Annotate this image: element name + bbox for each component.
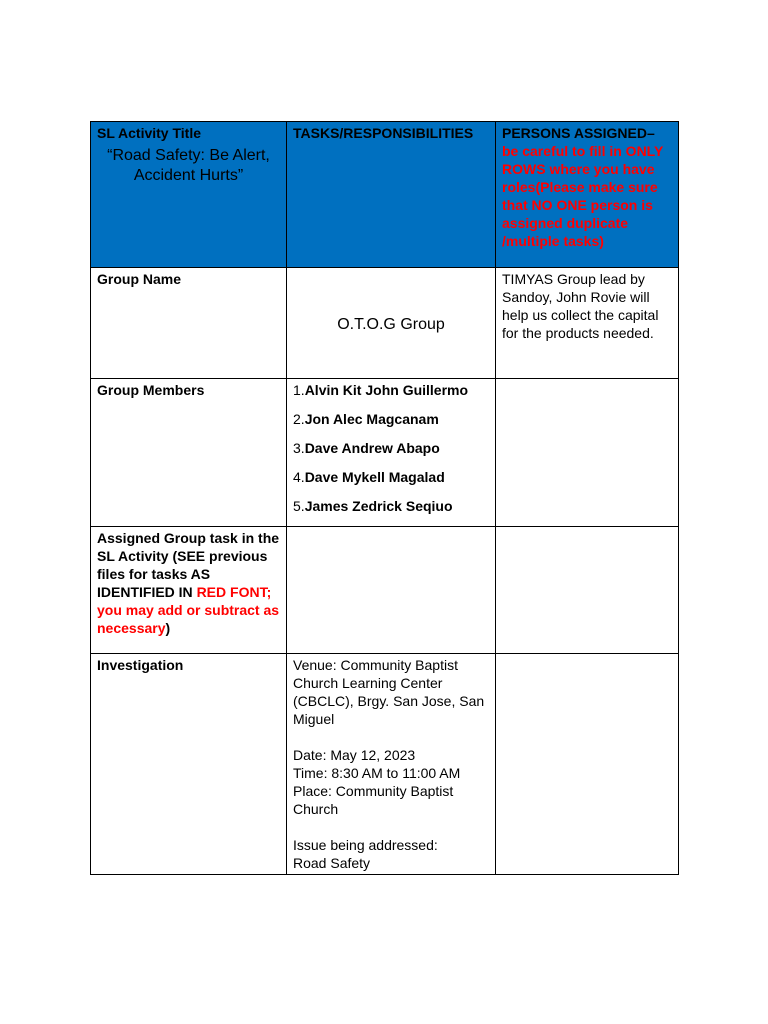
- investigation-label-cell: [91, 654, 287, 875]
- persons-header-note: be careful to fill in ONLY ROWS where you have roles(Please make sure that NO ONE person is assigned duplicate /multiple tasks): [502, 143, 664, 249]
- header-cell-tasks: [287, 122, 496, 268]
- assigned-task-label: [97, 529, 280, 637]
- group-members-persons-cell: [496, 379, 679, 527]
- assigned-task-label-cell: [91, 527, 287, 654]
- assigned-task-value-cell: [287, 527, 496, 654]
- investigation-label: Investigation: [97, 657, 184, 673]
- table-row-investigation: [91, 654, 679, 875]
- member-item: [293, 381, 489, 399]
- member-name: Dave Andrew Abapo: [304, 440, 440, 456]
- member-item: [293, 439, 489, 457]
- member-number: 1.: [293, 382, 305, 398]
- persons-header-label: PERSONS ASSIGNED–: [502, 125, 655, 141]
- investigation-venue: Venue: Community Baptist Church Learning Center (CBCLC), Brgy. San Jose, San Miguel: [293, 657, 485, 727]
- investigation-persons-cell: [496, 654, 679, 875]
- member-number: 3.: [293, 440, 305, 456]
- group-members-label: Group Members: [97, 382, 205, 398]
- member-item: [293, 468, 489, 486]
- member-item: [293, 497, 489, 515]
- assigned-task-label-red: RED FONT; you may add or subtract as necessary: [97, 584, 280, 636]
- group-name-persons-cell: [496, 268, 679, 379]
- member-name: Jon Alec Magcanam: [304, 411, 439, 427]
- member-name: James Zedrick Seqiuo: [304, 498, 453, 514]
- member-number: 4.: [293, 469, 305, 485]
- member-name: Dave Mykell Magalad: [304, 469, 445, 485]
- activity-title-label: SL Activity Title: [97, 125, 201, 141]
- group-members-list-cell: [287, 379, 496, 527]
- assigned-task-label-end: ): [165, 620, 171, 636]
- assigned-task-label-black: Assigned Group task in the SL Activity (SEE previous files for tasks AS IDENTIFIED IN: [97, 530, 280, 600]
- investigation-date: Date: May 12, 2023: [293, 747, 416, 763]
- investigation-place: Place: Community Baptist Church: [293, 783, 454, 817]
- table-header-row: [91, 122, 679, 268]
- group-name-label-cell: [91, 268, 287, 379]
- investigation-issue-label: Issue being addressed:: [293, 837, 438, 853]
- investigation-time: Time: 8:30 AM to 11:00 AM: [293, 765, 461, 781]
- group-name-value: O.T.O.G Group: [337, 316, 445, 333]
- group-members-label-cell: [91, 379, 287, 527]
- member-number: 5.: [293, 498, 305, 514]
- header-cell-activity-title: [91, 122, 287, 268]
- member-number: 2.: [293, 411, 305, 427]
- assigned-task-persons-cell: [496, 527, 679, 654]
- tasks-header-label: TASKS/RESPONSIBILITIES: [293, 125, 474, 141]
- table-row-assigned-task: [91, 527, 679, 654]
- member-name: Alvin Kit John Guillermo: [304, 382, 469, 398]
- group-name-value-cell: [287, 268, 496, 379]
- investigation-details-cell: [287, 654, 496, 875]
- member-item: [293, 410, 489, 428]
- group-name-label: Group Name: [97, 271, 182, 287]
- table-row-group-members: [91, 379, 679, 527]
- activity-title-text: “Road Safety: Be Alert, Accident Hurts”: [107, 147, 270, 184]
- header-cell-persons: [496, 122, 679, 268]
- investigation-issue: Road Safety: [293, 855, 371, 871]
- group-name-persons-text: TIMYAS Group lead by Sandoy, John Rovie will help us collect the capital for the products needed.: [502, 271, 659, 341]
- table-row-group-name: [91, 268, 679, 379]
- sl-activity-table: [90, 121, 679, 875]
